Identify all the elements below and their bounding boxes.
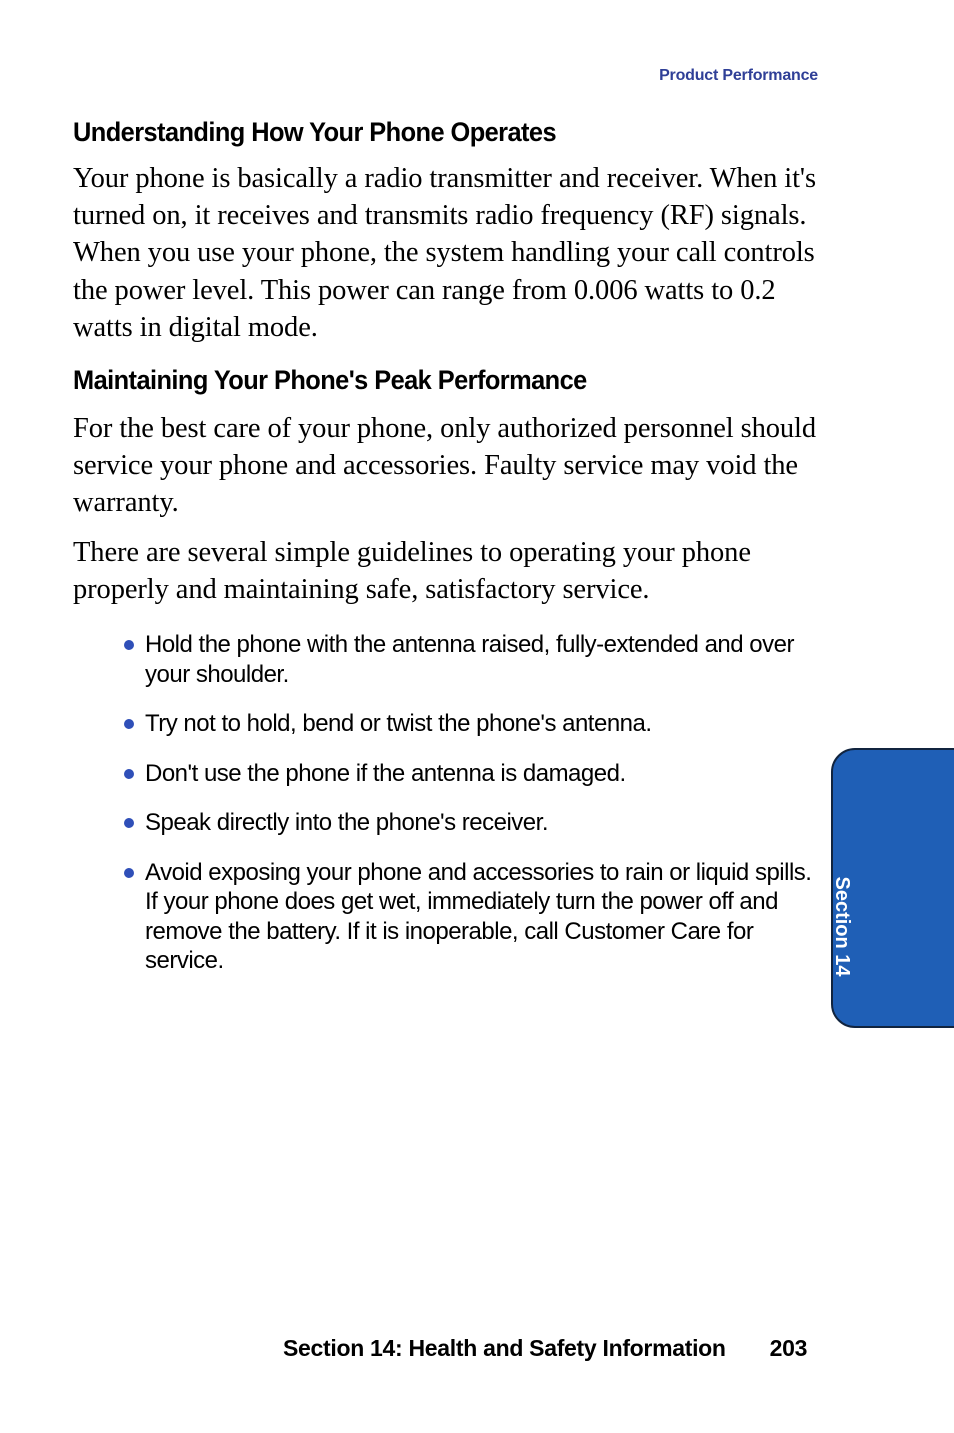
bullet-icon [124, 719, 134, 729]
list-item-text: Speak directly into the phone's receiver. [145, 809, 548, 837]
list-item [121, 630, 821, 689]
guidelines-list [73, 630, 821, 976]
section-tab-label: Section 14 [831, 876, 853, 977]
list-item [121, 858, 821, 976]
bullet-icon [124, 818, 134, 828]
footer-section-title: Section 14: Health and Safety Information [283, 1335, 726, 1361]
section-heading-peak-performance: Maintaining Your Phone's Peak Performance [73, 365, 587, 396]
list-item-text: Avoid exposing your phone and accessories to rain or liquid spills. If your phone does get wet, immediately turn the power off and remove the battery. If it is inoperable, call Customer Care for service. [145, 858, 812, 975]
page-footer [283, 1335, 807, 1362]
running-head: Product Performance [659, 67, 818, 84]
page-content [73, 112, 823, 996]
bullet-icon [124, 640, 134, 650]
section-heading-understanding: Understanding How Your Phone Operates [73, 117, 557, 147]
bullet-icon [124, 769, 134, 779]
paragraph-authorized-service: For the best care of your phone, only authorized personnel should service your phone and accessories. Faulty service may void the warranty. [73, 413, 817, 519]
list-item [121, 808, 821, 838]
list-item-text: Don't use the phone if the antenna is damaged. [145, 759, 626, 787]
list-item [121, 709, 821, 739]
page-number: 203 [769, 1335, 808, 1361]
list-item [121, 759, 821, 789]
list-item-text: Try not to hold, bend or twist the phone's antenna. [145, 710, 652, 738]
paragraph-guidelines: There are several simple guidelines to operating your phone properly and maintaining safe, satisfactory service. [73, 536, 751, 605]
list-item-text: Hold the phone with the antenna raised, fully-extended and over your shoulder. [145, 631, 794, 688]
paragraph-phone-operates: Your phone is basically a radio transmitter and receiver. When it's turned on, it receives and transmits radio frequency (RF) signals. When you use your phone, the system handling your call controls the power level. This power can range from 0.006 watts to 0.2 watts in digital mode. [73, 163, 816, 343]
bullet-icon [124, 868, 134, 878]
